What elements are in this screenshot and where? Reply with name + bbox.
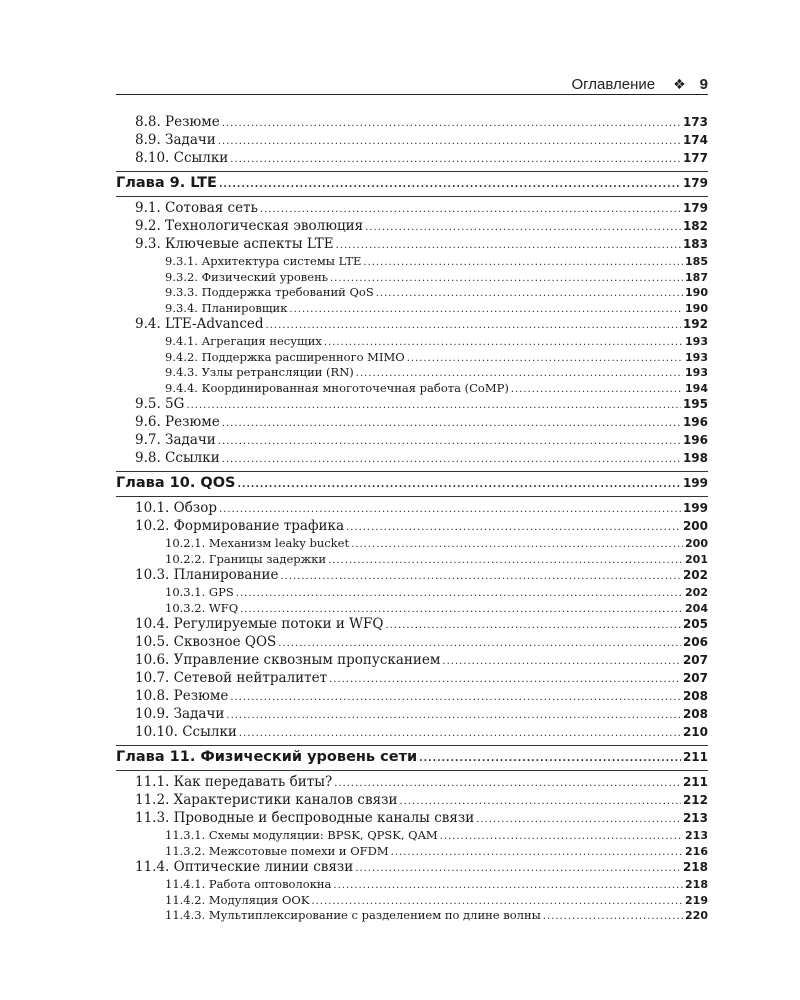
toc-entry[interactable]: [116, 877, 708, 893]
toc-entry-page: 199: [682, 476, 708, 490]
dot-leader: [260, 204, 681, 215]
toc-entry-title: 9.3.1. Архитектура системы LTE: [165, 254, 362, 268]
dot-leader: [543, 911, 683, 922]
toc-entry-page: 185: [685, 255, 708, 268]
toc-entry-title: 9.8. Ссылки: [135, 450, 220, 466]
toc-chapter-row[interactable]: [116, 475, 708, 494]
dot-leader: [365, 222, 681, 233]
toc-entry-page: 192: [682, 317, 708, 331]
chapter-heading: [116, 745, 708, 771]
dot-leader: [311, 896, 683, 907]
toc-entry-page: 211: [682, 750, 708, 764]
toc-entry-page: 179: [682, 201, 708, 215]
toc-entry-page: 216: [685, 844, 708, 858]
toc-entry[interactable]: [116, 634, 708, 652]
toc-entry-title: 10.6. Управление сквозным пропусканием: [135, 652, 441, 668]
toc-entry-page: 194: [685, 381, 708, 395]
dot-leader: [219, 179, 681, 190]
toc-entry[interactable]: [116, 316, 708, 334]
toc-entry[interactable]: [116, 893, 708, 909]
dot-leader: [239, 728, 681, 739]
dot-leader: [324, 337, 683, 348]
toc-entry-title: 9.7. Задачи: [135, 432, 216, 448]
toc-entry-title: 9.4.3. Узлы ретрансляции (RN): [165, 365, 354, 379]
toc-entry[interactable]: [116, 616, 708, 634]
toc-entry[interactable]: [116, 844, 708, 860]
toc-entry[interactable]: [116, 432, 708, 450]
toc-entry-title: 9.2. Технологическая эволюция: [135, 218, 364, 234]
toc-entry-title: 10.2.1. Механизм leaky bucket: [165, 536, 350, 550]
dot-leader: [226, 710, 681, 721]
toc-entry-title: 11.1. Как передавать биты?: [135, 774, 333, 790]
toc-entry[interactable]: [116, 450, 708, 468]
toc-entry-title: 9.4.2. Поддержка расширенного MIMO: [165, 349, 405, 364]
toc-entry[interactable]: [116, 285, 708, 301]
toc-entry-page: 200: [682, 519, 708, 533]
toc-entry[interactable]: [116, 810, 708, 828]
dot-leader: [356, 368, 683, 379]
dot-leader: [442, 656, 681, 667]
toc-entry[interactable]: [116, 536, 708, 552]
toc-entry[interactable]: [116, 688, 708, 706]
dot-leader: [266, 320, 681, 331]
toc-entry-page: 190: [685, 301, 708, 315]
toc-entry-page: 210: [682, 725, 708, 739]
toc-entry-title: 9.3. Ключевые аспекты LTE: [135, 236, 334, 252]
toc-entry-page: 218: [682, 860, 708, 874]
toc-entry-page: 218: [685, 878, 708, 891]
dot-leader: [230, 154, 681, 165]
dot-leader: [385, 620, 680, 631]
toc-entry-title: Глава 9. LTE: [116, 175, 217, 191]
dot-leader: [391, 847, 683, 858]
toc-entry-title: 9.4.1. Агрегация несущих: [165, 334, 322, 348]
dot-leader: [351, 539, 683, 550]
toc-entry-page: 187: [685, 270, 708, 284]
dot-leader: [511, 384, 683, 395]
toc-entry[interactable]: [116, 254, 708, 270]
toc-entry-page: 174: [682, 133, 708, 147]
toc-entry[interactable]: [116, 908, 708, 924]
toc-entry[interactable]: [116, 218, 708, 236]
toc-entry-title: 9.6. Резюме: [135, 414, 220, 430]
toc-entry-page: 199: [682, 501, 708, 515]
toc-entry[interactable]: [116, 724, 708, 742]
toc-entry-title: 9.3.2. Физический уровень: [165, 269, 328, 284]
toc-entry-title: 8.9. Задачи: [135, 132, 216, 148]
dot-leader: [346, 522, 681, 533]
toc-entry-page: 220: [685, 909, 708, 922]
toc-chapter-row[interactable]: [116, 749, 708, 768]
toc-entry-page: 211: [682, 775, 708, 789]
dot-leader: [218, 436, 681, 447]
toc-entry[interactable]: [116, 601, 708, 617]
toc-entry-title: 10.8. Резюме: [135, 688, 229, 704]
toc-entry[interactable]: [116, 114, 708, 132]
toc-entry[interactable]: [116, 365, 708, 381]
dot-leader: [440, 831, 683, 842]
running-header: [116, 74, 708, 95]
toc-entry-page: 190: [685, 286, 708, 299]
toc-entry-page: 198: [682, 451, 708, 465]
toc-entry-title: 10.5. Сквозное QOS: [135, 634, 277, 650]
toc-entry[interactable]: [116, 270, 708, 286]
toc-entry-page: 179: [682, 176, 708, 190]
toc-entry[interactable]: [116, 381, 708, 397]
toc-entry-title: 10.4. Регулируемые потоки и WFQ: [135, 616, 384, 632]
dot-leader: [222, 118, 681, 129]
toc-entry-page: 182: [682, 219, 708, 233]
toc-entry[interactable]: [116, 585, 708, 601]
toc-entry-page: 193: [685, 366, 708, 379]
dot-leader: [218, 136, 681, 147]
toc-entry-page: 204: [685, 601, 708, 615]
dot-leader: [186, 400, 681, 411]
header-title: Оглавление: [571, 75, 656, 93]
chapter-heading: [116, 171, 708, 197]
toc-entry-title: 10.2.2. Границы задержки: [165, 551, 327, 566]
toc-entry-title: 10.3.2. WFQ: [165, 600, 239, 615]
dot-leader: [376, 288, 683, 299]
toc-entry[interactable]: [116, 350, 708, 366]
toc-entry-page: 208: [682, 689, 708, 703]
ornament-icon: ❖: [673, 75, 686, 92]
dot-leader: [334, 778, 681, 789]
toc-entry[interactable]: [116, 334, 708, 350]
dot-leader: [289, 304, 683, 315]
table-of-contents: [116, 114, 708, 924]
toc-entry-title: 11.2. Характеристики каналов связи: [135, 792, 398, 808]
dot-leader: [328, 555, 683, 566]
dot-leader: [236, 588, 683, 599]
toc-entry-title: 11.4. Оптические линии связи: [135, 859, 354, 875]
toc-entry-page: 207: [682, 671, 708, 685]
dot-leader: [278, 638, 681, 649]
toc-entry-title: 11.4.1. Работа оптоволокна: [165, 877, 332, 891]
toc-entry-page: 195: [682, 397, 708, 411]
chapter-heading: [116, 471, 708, 497]
toc-entry[interactable]: [116, 236, 708, 254]
toc-entry-title: 9.4. LTE-Advanced: [135, 316, 264, 332]
toc-entry-title: 9.3.4. Планировщик: [165, 300, 288, 315]
toc-entry-page: 201: [685, 552, 708, 566]
dot-leader: [240, 604, 683, 615]
toc-entry-title: 10.3. Планирование: [135, 567, 279, 583]
toc-entry-page: 219: [685, 893, 708, 907]
toc-entry-title: 8.8. Резюме: [135, 114, 220, 130]
toc-entry[interactable]: [116, 132, 708, 150]
toc-entry[interactable]: [116, 828, 708, 844]
toc-entry-page: 213: [682, 811, 708, 825]
dot-leader: [230, 692, 681, 703]
toc-entry[interactable]: [116, 396, 708, 414]
toc-entry-page: 205: [682, 617, 708, 631]
toc-entry-page: 207: [682, 653, 708, 667]
toc-entry-page: 206: [682, 635, 708, 649]
toc-entry-title: 11.3. Проводные и беспроводные каналы связи: [135, 810, 475, 826]
toc-entry-title: Глава 10. QOS: [116, 475, 236, 491]
toc-entry[interactable]: [116, 518, 708, 536]
toc-entry-page: 173: [682, 115, 708, 129]
toc-entry[interactable]: [116, 859, 708, 877]
toc-entry-title: 9.3.3. Поддержка требований QoS: [165, 285, 374, 299]
toc-chapter-row[interactable]: [116, 175, 708, 194]
toc-entry[interactable]: [116, 706, 708, 724]
toc-entry[interactable]: [116, 414, 708, 432]
toc-entry[interactable]: [116, 552, 708, 568]
toc-entry[interactable]: [116, 150, 708, 168]
toc-entry[interactable]: [116, 652, 708, 670]
dot-leader: [330, 273, 683, 284]
toc-entry-title: Глава 11. Физический уровень сети: [116, 749, 418, 765]
dot-leader: [419, 753, 681, 764]
toc-entry-page: 193: [685, 335, 708, 348]
dot-leader: [329, 674, 681, 685]
toc-entry-page: 183: [682, 237, 708, 251]
toc-entry-title: 10.10. Ссылки: [135, 724, 237, 740]
toc-entry-title: 10.1. Обзор: [135, 500, 217, 516]
dot-leader: [280, 571, 681, 582]
toc-entry-title: 11.4.3. Мультиплексирование с разделением по длине волны: [165, 908, 541, 922]
toc-entry-title: 9.4.4. Координированная многоточечная работа (CoMP): [165, 380, 509, 395]
toc-entry-title: 10.2. Формирование трафика: [135, 518, 345, 534]
toc-entry-page: 177: [682, 151, 708, 165]
toc-entry-title: 11.3.1. Схемы модуляции: BPSK, QPSK, QAM: [165, 828, 438, 842]
toc-entry-title: 10.9. Задачи: [135, 706, 225, 722]
toc-entry[interactable]: [116, 792, 708, 810]
header-page-number: 9: [699, 75, 708, 93]
dot-leader: [363, 257, 683, 268]
toc-entry[interactable]: [116, 567, 708, 585]
toc-entry-page: 208: [682, 707, 708, 721]
dot-leader: [336, 240, 681, 251]
toc-entry-page: 202: [685, 586, 708, 599]
dot-leader: [219, 504, 681, 515]
dot-leader: [222, 454, 681, 465]
toc-entry-page: 202: [682, 568, 708, 582]
toc-entry[interactable]: [116, 670, 708, 688]
toc-entry-title: 8.10. Ссылки: [135, 150, 229, 166]
toc-entry[interactable]: [116, 500, 708, 518]
toc-entry[interactable]: [116, 200, 708, 218]
toc-entry[interactable]: [116, 301, 708, 317]
dot-leader: [355, 863, 681, 874]
toc-entry-page: 213: [685, 829, 708, 842]
dot-leader: [222, 418, 681, 429]
dot-leader: [333, 880, 683, 891]
dot-leader: [407, 353, 683, 364]
toc-entry-page: 200: [685, 537, 708, 550]
dot-leader: [476, 814, 681, 825]
toc-entry-title: 11.4.2. Модуляция OOK: [165, 892, 310, 907]
toc-entry[interactable]: [116, 774, 708, 792]
toc-entry-title: 11.3.2. Межсотовые помехи и OFDM: [165, 843, 389, 858]
dot-leader: [399, 796, 680, 807]
toc-entry-title: 9.5. 5G: [135, 396, 185, 412]
dot-leader: [237, 479, 680, 490]
toc-entry-page: 196: [682, 433, 708, 447]
toc-entry-title: 10.3.1. GPS: [165, 585, 234, 599]
toc-entry-title: 9.1. Сотовая сеть: [135, 200, 258, 216]
toc-entry-title: 10.7. Сетевой нейтралитет: [135, 670, 328, 686]
toc-entry-page: 193: [685, 350, 708, 364]
toc-entry-page: 212: [682, 793, 708, 807]
toc-entry-page: 196: [682, 415, 708, 429]
